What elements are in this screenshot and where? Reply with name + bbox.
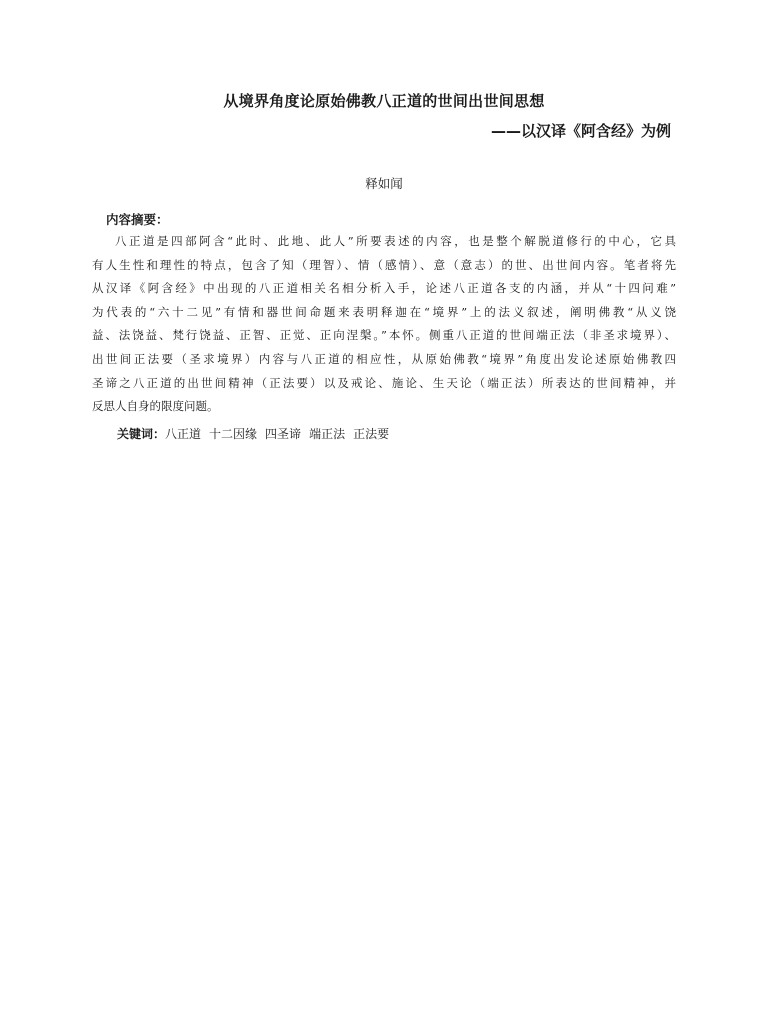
keyword: 八正道 [165, 427, 202, 441]
keyword: 正法要 [353, 427, 390, 441]
abstract-line: 益、法饶益、梵行饶益、正智、正觉、正向涅槃。”本怀。侧重八正道的世间端正法（非圣求境界）、 [92, 328, 676, 343]
keyword: 端正法 [309, 427, 346, 441]
abstract-line: 反思人自身的限度问题。 [92, 399, 219, 414]
abstract-line: 出世间正法要（圣求境界）内容与八正道的相应性，从原始佛教“境界”角度出发论述原始佛教四 [92, 351, 676, 366]
paper-subtitle: ——以汉译《阿含经》为例 [490, 122, 671, 140]
keyword: 四圣谛 [265, 427, 302, 441]
abstract-line: 八正道是四部阿含“此时、此地、此人”所要表述的内容，也是整个解脱道修行的中心，它具 [115, 234, 676, 248]
author-name: 释如闻 [365, 176, 403, 191]
abstract-line: 圣谛之八正道的出世间精神（正法要）以及戒论、施论、生天论（端正法）所表达的世间精神，并 [92, 375, 676, 390]
abstract-body [92, 230, 676, 419]
abstract-line: 从汉译《阿含经》中出现的八正道相关名相分析入手，论述八正道各支的内涵，并从“十四问难” [92, 281, 676, 296]
paper-title: 从境界角度论原始佛教八正道的世间出世间思想 [223, 92, 545, 110]
keywords-label: 关键词： [117, 427, 166, 441]
keywords [117, 425, 397, 442]
abstract-heading: 内容摘要： [106, 212, 169, 227]
abstract-line: 有人生性和理性的特点，包含了知（理智）、情（感情）、意（意志）的世、出世间内容。笔者将先 [92, 257, 676, 272]
keyword: 十二因缘 [209, 427, 258, 441]
abstract-line: 为代表的“六十二见”有情和器世间命题来表明释迦在“境界”上的法义叙述，阐明佛教“从义饶 [92, 304, 676, 319]
